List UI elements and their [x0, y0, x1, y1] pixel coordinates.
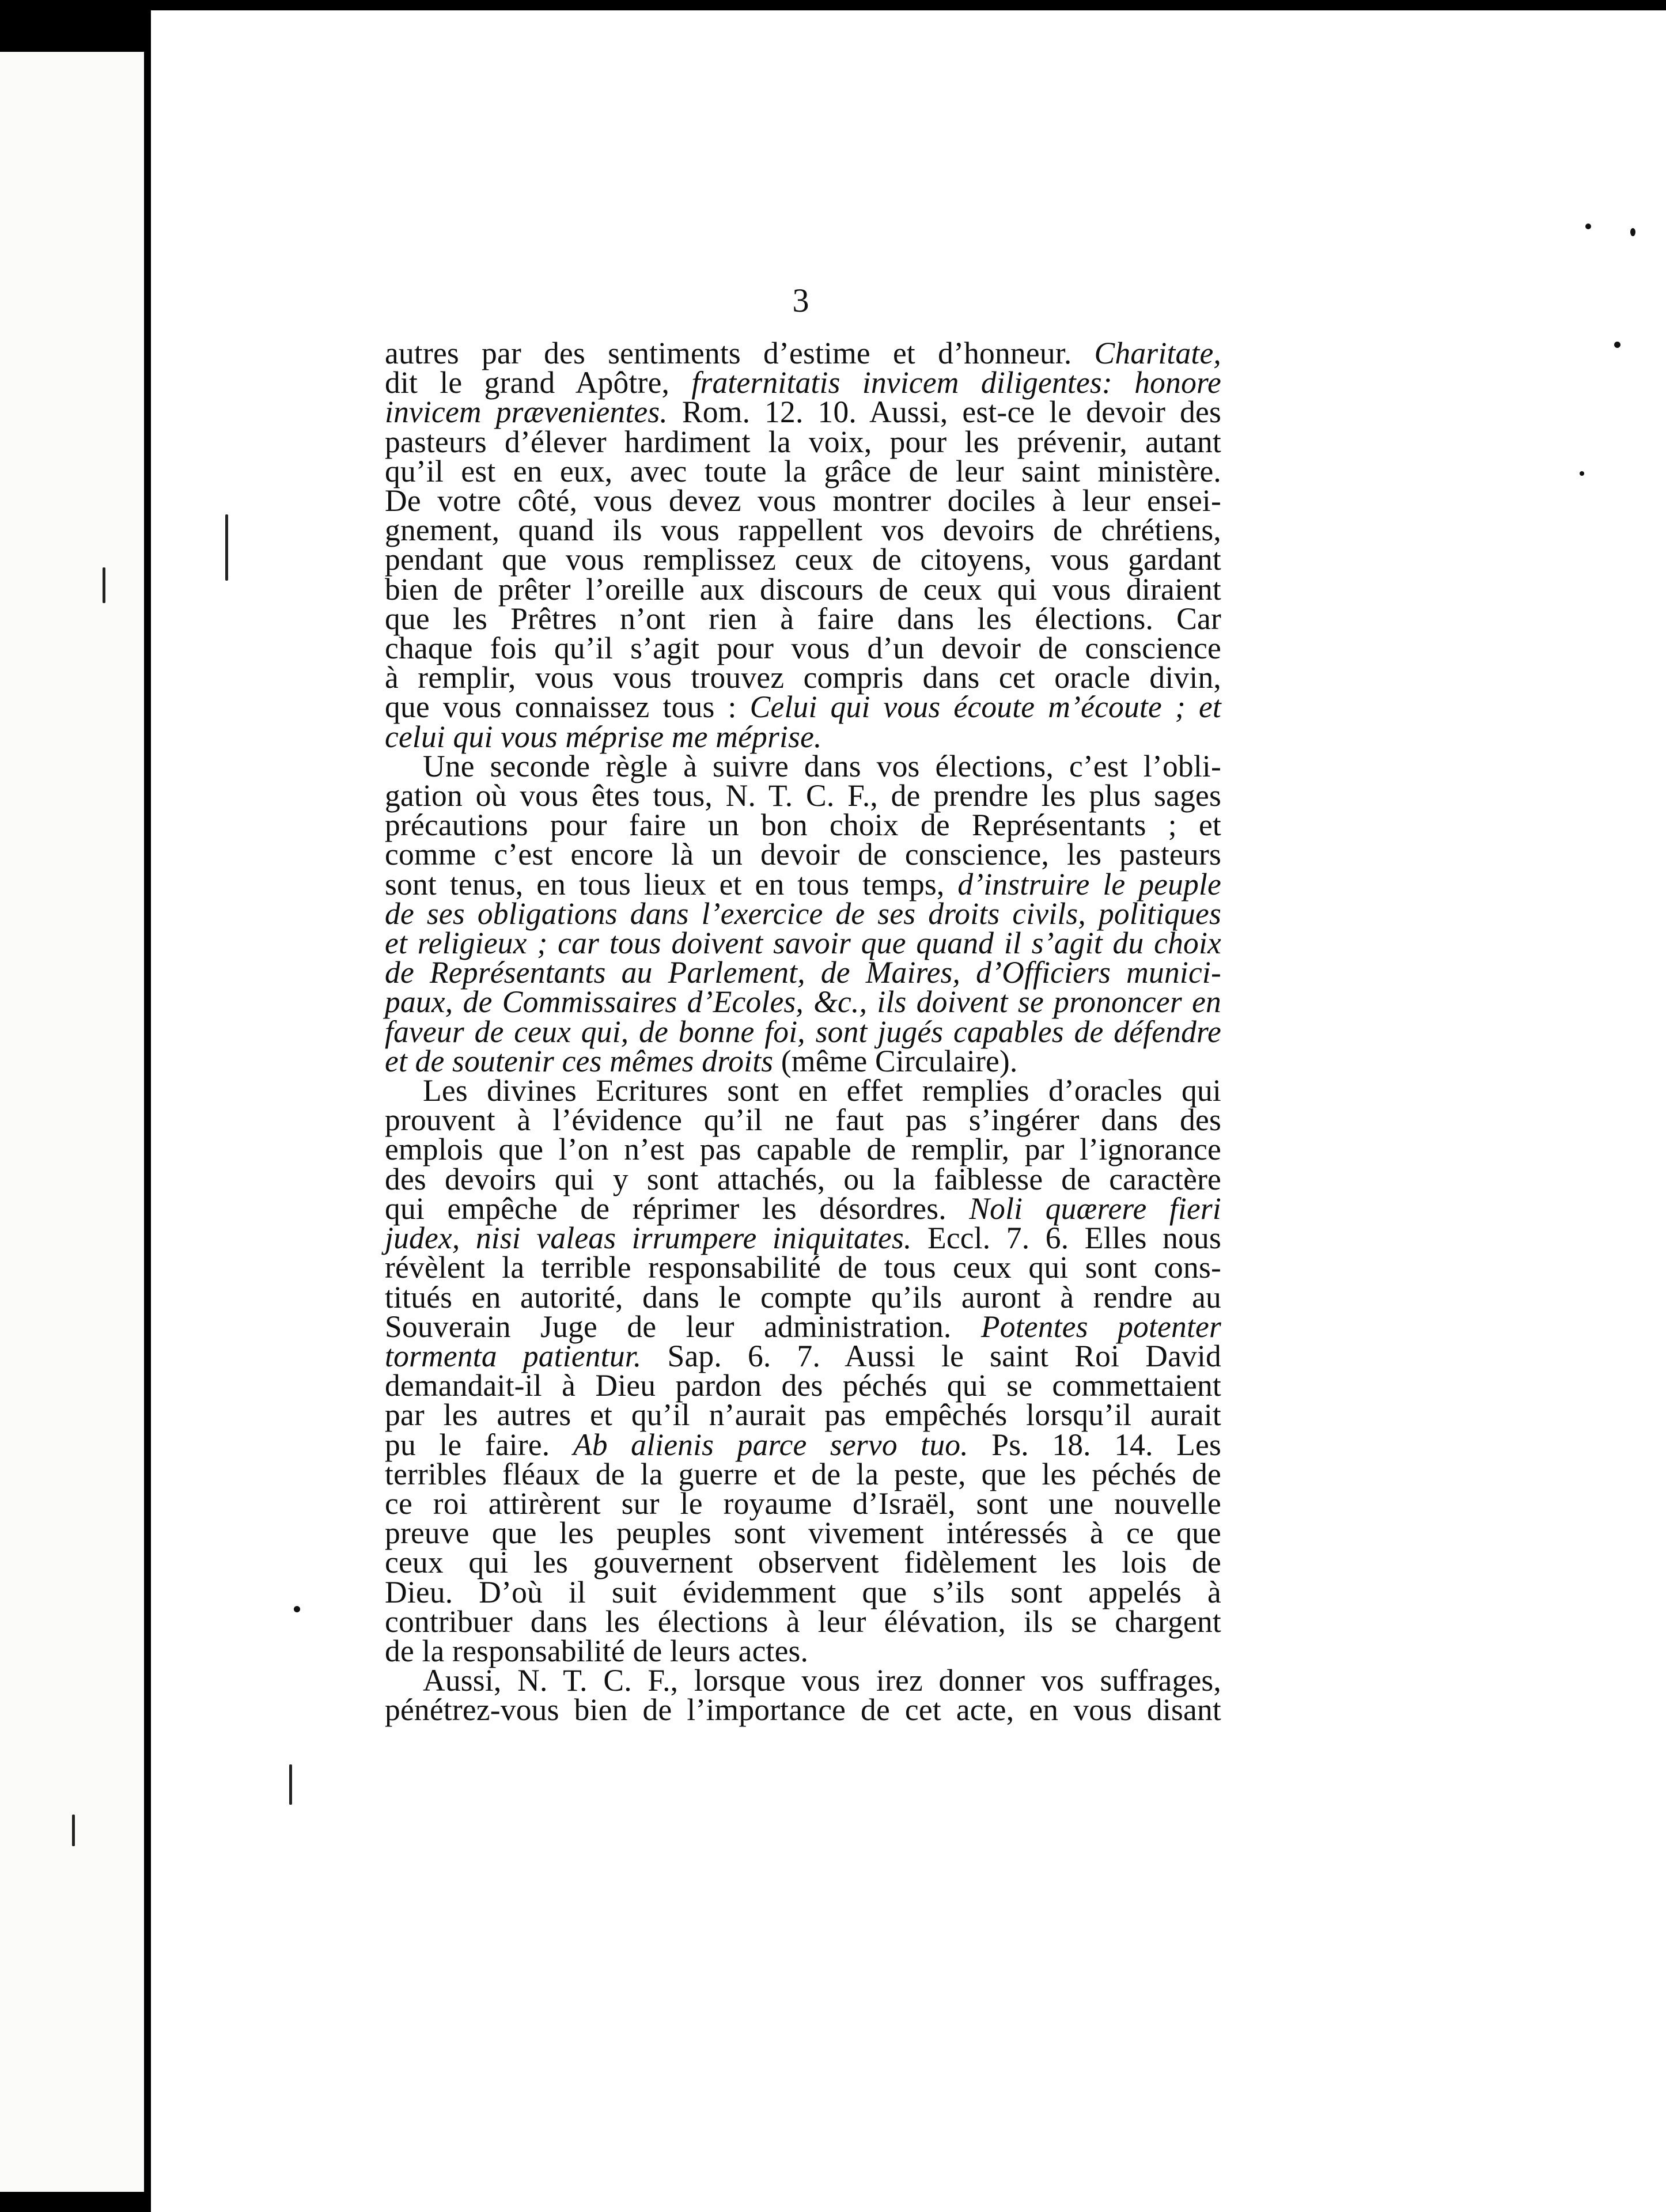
text-line — [385, 1279, 1221, 1315]
text-segment: qui empêche de réprimer les désordres. — [385, 1191, 970, 1226]
text-segment: Dieu. D’où il suit évidemment que s’ils sont appelés à — [385, 1574, 1221, 1609]
text-line — [385, 1250, 1221, 1285]
italic-segment: judex, nisi valeas irrumpere iniquitates. — [385, 1221, 912, 1256]
text-line — [385, 748, 1221, 783]
text-line — [385, 1397, 1221, 1433]
italic-segment: Charitate, — [1094, 336, 1221, 370]
body-text — [385, 336, 1221, 1728]
italic-segment: Potentes potenter — [980, 1309, 1221, 1344]
ink-speck — [294, 1606, 300, 1612]
text-segment: révèlent la terrible responsabilité de tous ceux qui sont cons- — [385, 1250, 1221, 1285]
text-line — [385, 1604, 1221, 1639]
italic-segment: paux, de Commissaires d’Ecoles, &c., ils doivent se prononcer en — [385, 984, 1221, 1020]
text-segment: prouvent à l’évidence qu’il ne faut pas s’ingérer dans des — [385, 1103, 1221, 1138]
text-segment: pendant que vous remplissez ceux de citoyens, vous gardant — [385, 542, 1221, 577]
text-line — [385, 1516, 1221, 1551]
text-line — [385, 336, 1221, 370]
italic-segment: Noli quærere fieri — [969, 1191, 1221, 1226]
text-line — [385, 896, 1221, 931]
italic-segment: de ses obligations dans l’exercice de ses droits civils, politiques — [385, 896, 1221, 931]
italic-segment: et de soutenir ces mêmes droits — [385, 1043, 774, 1078]
text-segment: dit le grand Apôtre, — [385, 365, 692, 400]
italic-segment: celui qui vous méprise me méprise. — [385, 719, 822, 754]
italic-segment: Ab alienis parce servo tuo. — [573, 1427, 968, 1462]
text-segment: Ps. 18. 14. Les — [968, 1427, 1221, 1462]
text-line — [385, 778, 1221, 813]
text-segment: Souverain Juge de leur administration. — [385, 1309, 981, 1344]
italic-segment: invicem prævenientes. — [385, 395, 668, 430]
gutter-mark — [289, 1764, 292, 1805]
italic-segment: d’instruire le peuple — [957, 866, 1221, 902]
text-line — [385, 1191, 1221, 1226]
text-line — [385, 1368, 1221, 1403]
text-line — [385, 1545, 1221, 1580]
text-line — [385, 1221, 1221, 1256]
text-line — [385, 1486, 1221, 1521]
text-segment: contribuer dans les élections à leur élévation, ils se chargent — [385, 1604, 1221, 1639]
text-line — [385, 542, 1221, 577]
text-line — [385, 1338, 1221, 1373]
text-segment: chaque fois qu’il s’agit pour vous d’un devoir de conscience — [385, 631, 1221, 666]
text-line — [385, 660, 1221, 695]
text-segment: Les divines Ecritures sont en effet remplies d’oracles qui — [423, 1073, 1221, 1108]
text-segment: comme c’est encore là un devoir de conscience, les pasteurs — [385, 837, 1221, 872]
text-segment: précautions pour faire un bon choix de Représentants ; et — [385, 808, 1221, 843]
text-segment: qu’il est en eux, avec toute la grâce de leur saint ministère. — [385, 453, 1221, 488]
text-line — [385, 1692, 1221, 1728]
ink-speck — [1630, 228, 1635, 236]
text-segment: ceux qui les gouvernent observent fidèlement les lois de — [385, 1545, 1221, 1580]
text-segment: pénétrez-vous bien de l’importance de cet acte, en vous disant — [385, 1692, 1221, 1728]
text-line — [385, 837, 1221, 872]
text-line — [385, 690, 1221, 725]
text-line — [385, 365, 1221, 400]
text-segment: des devoirs qui y sont attachés, ou la faiblesse de caractère — [385, 1161, 1221, 1196]
text-line — [385, 1456, 1221, 1491]
italic-segment: faveur de ceux qui, de bonne foi, sont jugés capables de défendre — [385, 1014, 1221, 1049]
text-line — [385, 1073, 1221, 1108]
text-line — [385, 453, 1221, 488]
text-segment: bien de prêter l’oreille aux discours de ceux qui vous diraient — [385, 571, 1221, 607]
text-line — [385, 1309, 1221, 1344]
text-segment: que vous connaissez tous : — [385, 690, 750, 725]
text-line — [385, 631, 1221, 666]
gutter-mark — [72, 1815, 75, 1846]
text-line — [385, 1427, 1221, 1462]
text-segment: Aussi, N. T. C. F., lorsque vous irez donner vos suffrages, — [423, 1663, 1221, 1698]
ink-speck — [1614, 342, 1620, 348]
text-segment: preuve que les peuples sont vivement intéressés à ce que — [385, 1516, 1221, 1551]
text-segment: pasteurs d’élever hardiment la voix, pour les prévenir, autant — [385, 424, 1221, 459]
text-line — [385, 1103, 1221, 1138]
text-segment: De votre côté, vous devez vous montrer dociles à leur ensei- — [385, 483, 1221, 518]
text-line — [385, 1014, 1221, 1049]
text-line — [385, 1663, 1221, 1698]
text-line — [385, 926, 1221, 961]
text-segment: autres par des sentiments d’estime et d’honneur. — [385, 336, 1095, 370]
italic-segment: de Représentants au Parlement, de Maires, d’Officiers munici- — [385, 955, 1221, 990]
text-segment: à remplir, vous vous trouvez compris dans cet oracle divin, — [385, 660, 1221, 695]
text-line — [385, 424, 1221, 459]
text-segment: (même Circulaire). — [773, 1043, 1018, 1078]
facing-page-edge — [0, 52, 144, 2192]
italic-segment: fraternitatis invicem diligentes: honore — [691, 365, 1221, 400]
gutter-mark — [103, 567, 105, 603]
text-segment: Rom. 12. 10. Aussi, est-ce le devoir des — [667, 395, 1221, 430]
text-line — [385, 984, 1221, 1020]
text-segment: gnement, quand ils vous rappellent vos devoirs de chrétiens, — [385, 513, 1221, 548]
text-line — [385, 955, 1221, 990]
text-line — [385, 571, 1221, 607]
text-line — [385, 601, 1221, 636]
text-segment: titués en autorité, dans le compte qu’ils auront à rendre au — [385, 1279, 1221, 1315]
text-line — [385, 1161, 1221, 1196]
text-segment: ce roi attirèrent sur le royaume d’Israël, sont une nouvelle — [385, 1486, 1221, 1521]
text-segment: terribles fléaux de la guerre et de la peste, que les péchés de — [385, 1456, 1221, 1491]
text-line — [385, 395, 1221, 430]
italic-segment: et religieux ; car tous doivent savoir que quand il s’agit du choix — [385, 926, 1221, 961]
text-line — [385, 719, 1221, 754]
text-segment: emplois que l’on n’est pas capable de remplir, par l’ignorance — [385, 1132, 1221, 1167]
text-line — [385, 1633, 1221, 1668]
text-segment: pu le faire. — [385, 1427, 573, 1462]
italic-segment: tormenta patientur. — [385, 1338, 642, 1373]
text-segment: de la responsabilité de leurs actes. — [385, 1633, 809, 1668]
text-line — [385, 1574, 1221, 1609]
text-segment: sont tenus, en tous lieux et en tous temps, — [385, 866, 958, 902]
page-number: 3 — [792, 282, 809, 319]
text-segment: par les autres et qu’il n’aurait pas empêchés lorsqu’il aurait — [385, 1397, 1221, 1433]
text-line — [385, 866, 1221, 902]
ink-speck — [1585, 224, 1591, 229]
text-segment: Une seconde règle à suivre dans vos élections, c’est l’obli- — [423, 748, 1221, 783]
text-segment: Eccl. 7. 6. Elles nous — [911, 1221, 1221, 1256]
italic-segment: Celui qui vous écoute m’écoute ; et — [749, 690, 1221, 725]
ink-speck — [1580, 471, 1584, 476]
text-segment: demandait-il à Dieu pardon des péchés qui se commettaient — [385, 1368, 1221, 1403]
text-line — [385, 483, 1221, 518]
gutter-mark — [225, 514, 228, 581]
text-segment: gation où vous êtes tous, N. T. C. F., de prendre les plus sages — [385, 778, 1221, 813]
text-line — [385, 1043, 1221, 1078]
text-line — [385, 808, 1221, 843]
text-line — [385, 1132, 1221, 1167]
text-segment: que les Prêtres n’ont rien à faire dans les élections. Car — [385, 601, 1221, 636]
text-line — [385, 513, 1221, 548]
text-segment: Sap. 6. 7. Aussi le saint Roi David — [641, 1338, 1221, 1373]
